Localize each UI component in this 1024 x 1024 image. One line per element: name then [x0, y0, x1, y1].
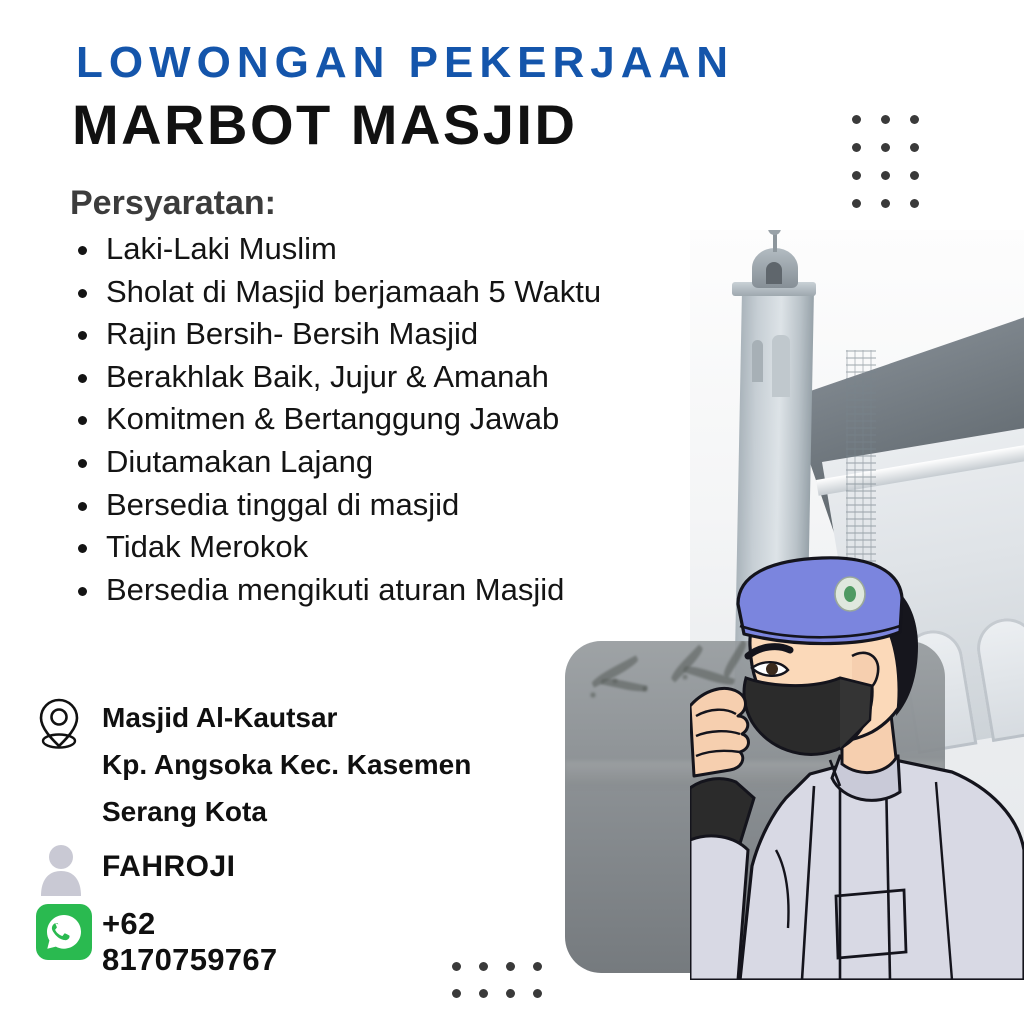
requirement-item: Komitmen & Bertanggung Jawab — [70, 398, 601, 441]
contact-person-name: FAHROJI — [102, 850, 236, 883]
phone-number: +62 8170759767 — [102, 906, 278, 977]
dot — [881, 143, 890, 152]
dot — [479, 962, 488, 971]
minaret-window — [772, 335, 790, 397]
dot — [852, 199, 861, 208]
minaret-cupola-arch — [766, 262, 782, 284]
poster-headline: MARBOT MASJID — [72, 93, 578, 156]
dot — [452, 962, 461, 971]
dot — [506, 989, 515, 998]
minaret-cupola — [752, 248, 798, 288]
dot — [910, 143, 919, 152]
dot — [881, 199, 890, 208]
requirement-item: Laki-Laki Muslim — [70, 228, 601, 271]
requirement-item: Berakhlak Baik, Jujur & Amanah — [70, 356, 601, 399]
address-line-3: Serang Kota — [102, 796, 267, 828]
requirement-item: Bersedia tinggal di masjid — [70, 484, 601, 527]
map-pin-icon — [36, 696, 82, 754]
requirement-item: Rajin Bersih- Bersih Masjid — [70, 313, 601, 356]
dot — [910, 171, 919, 180]
dot — [910, 115, 919, 124]
address-line-2: Kp. Angsoka Kec. Kasemen — [102, 749, 472, 781]
dot — [881, 171, 890, 180]
requirement-item: Bersedia mengikuti aturan Masjid — [70, 569, 601, 612]
requirements-title: Persyaratan: — [70, 184, 277, 222]
dot — [910, 199, 919, 208]
requirement-item: Tidak Merokok — [70, 526, 601, 569]
requirement-item: Sholat di Masjid berjamaah 5 Waktu — [70, 271, 601, 314]
decorative-dot-grid-top-right — [852, 115, 919, 208]
dot — [479, 989, 488, 998]
requirement-item: Diutamakan Lajang — [70, 441, 601, 484]
dot — [452, 989, 461, 998]
minaret-window — [752, 340, 763, 382]
decorative-dot-grid-bottom — [452, 962, 542, 998]
person-icon — [40, 844, 82, 896]
requirements-list — [70, 228, 601, 611]
dot — [852, 115, 861, 124]
dot — [533, 989, 542, 998]
dot — [852, 171, 861, 180]
poster-kicker: LOWONGAN PEKERJAAN — [76, 38, 735, 87]
dot — [881, 115, 890, 124]
address-line-1: Masjid Al-Kautsar — [102, 702, 338, 733]
muslim-man-illustration — [690, 550, 1024, 980]
whatsapp-icon[interactable] — [35, 903, 93, 961]
address-text — [102, 694, 471, 835]
dot — [533, 962, 542, 971]
dot — [506, 962, 515, 971]
dot — [852, 143, 861, 152]
